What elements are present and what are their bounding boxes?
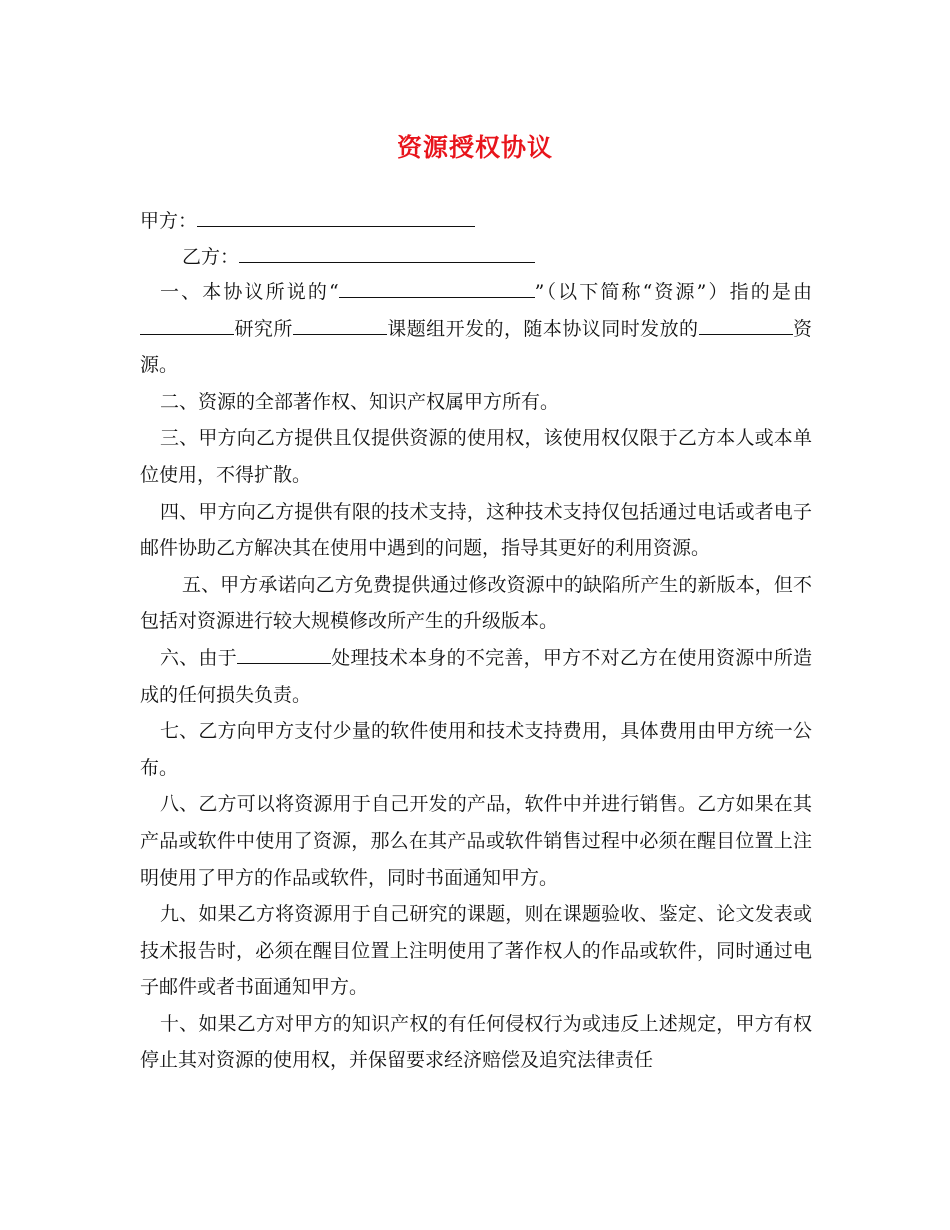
party-a-line <box>140 203 475 239</box>
party-b-blank <box>239 240 535 263</box>
resource-type-blank <box>699 312 793 335</box>
clause-1-text-a: 一、本协议所说的“ <box>160 281 339 303</box>
clause-1-text-b: ”（以下简称“资源”）指的是由 <box>534 281 812 303</box>
clause-10: 十、如果乙方对甲方的知识产权的有任何侵权行为或违反上述规定，甲方有权停止其对资源的使用权，并保留要求经济赔偿及追究法律责任 <box>140 1012 812 1072</box>
clause-4: 四、甲方向乙方提供有限的技术支持，这种技术支持仅包括通过电话或者电子邮件协助乙方解决其在使用中遇到的问题，指导其更好的利用资源。 <box>140 500 812 560</box>
clause-1 <box>140 274 812 384</box>
clause-8: 八、乙方可以将资源用于自己开发的产品，软件中并进行销售。乙方如果在其产品或软件中使用了资源，那么在其产品或软件销售过程中必须在醒目位置上注明使用了甲方的作品或软件，同时书面通知甲方。 <box>140 793 812 889</box>
clause-7: 七、乙方向甲方支付少量的软件使用和技术支持费用，具体费用由甲方统一公布。 <box>140 720 812 779</box>
clause-6-text-b: 处理技术本身的不完善，甲方不对乙方在使用资源中所造成的任何损失负责。 <box>140 646 812 706</box>
resource-name-blank <box>339 275 535 298</box>
party-b-label: 乙方： <box>182 246 240 268</box>
clause-9: 九、如果乙方将资源用于自己研究的课题，则在课题验收、鉴定、论文发表或技术报告时，必须在醒目位置上注明使用了著作权人的作品或软件，同时通过电子邮件或者书面通知甲方。 <box>140 903 812 999</box>
research-group-blank <box>293 312 387 335</box>
clause-3: 三、甲方向乙方提供且仅提供资源的使用权，该使用权仅限于乙方本人或本单位使用，不得扩散。 <box>140 427 812 486</box>
clause-6-text-a: 六、由于 <box>160 646 237 669</box>
party-b-line <box>182 239 535 275</box>
clause-6 <box>140 640 812 713</box>
technology-blank <box>237 641 331 664</box>
clause-1-text-c: 研究所 <box>234 317 293 340</box>
institute-blank <box>140 312 234 335</box>
party-a-label: 甲方： <box>140 210 198 232</box>
document-title: 资源授权协议 <box>396 133 553 162</box>
clause-2: 二、资源的全部著作权、知识产权属甲方所有。 <box>160 390 560 413</box>
clause-1-text-e: 资源。 <box>140 317 812 377</box>
clause-1-text-d: 课题组开发的，随本协议同时发放的 <box>386 317 699 340</box>
clause-5: 五、甲方承诺向乙方免费提供通过修改资源中的缺陷所产生的新版本，但不包括对资源进行较大规模修改所产生的升级版本。 <box>140 573 812 633</box>
clauses-body <box>140 274 812 1079</box>
party-a-blank <box>197 204 475 227</box>
